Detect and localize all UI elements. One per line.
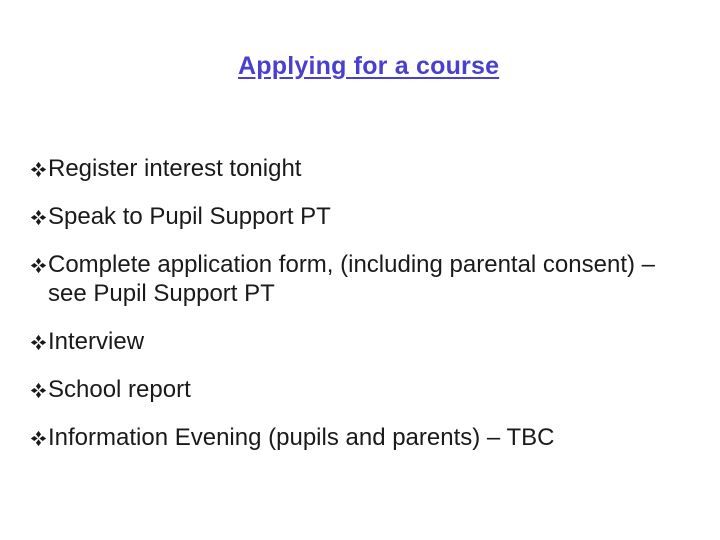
bullet-text: Speak to Pupil Support PT <box>48 203 331 230</box>
diamond-bullet-icon <box>30 209 47 226</box>
bullet-text: School report <box>48 376 191 403</box>
diamond-bullet-icon <box>30 161 47 178</box>
bullet-text: Complete application form, (including parental consent) – see Pupil Support PT <box>48 251 655 307</box>
list-item <box>30 202 690 231</box>
bullet-list <box>30 154 690 471</box>
list-item <box>30 250 690 308</box>
list-item <box>30 327 690 356</box>
slide-title: Applying for a course <box>238 52 500 80</box>
list-item <box>30 375 690 404</box>
list-item <box>30 154 690 183</box>
diamond-bullet-icon <box>30 334 47 351</box>
list-item <box>30 423 690 452</box>
bullet-text: Register interest tonight <box>48 155 302 182</box>
diamond-bullet-icon <box>30 382 47 399</box>
diamond-bullet-icon <box>30 257 47 274</box>
bullet-text: Information Evening (pupils and parents) – TBC <box>48 424 555 451</box>
diamond-bullet-icon <box>30 430 47 447</box>
bullet-text: Interview <box>48 328 145 355</box>
